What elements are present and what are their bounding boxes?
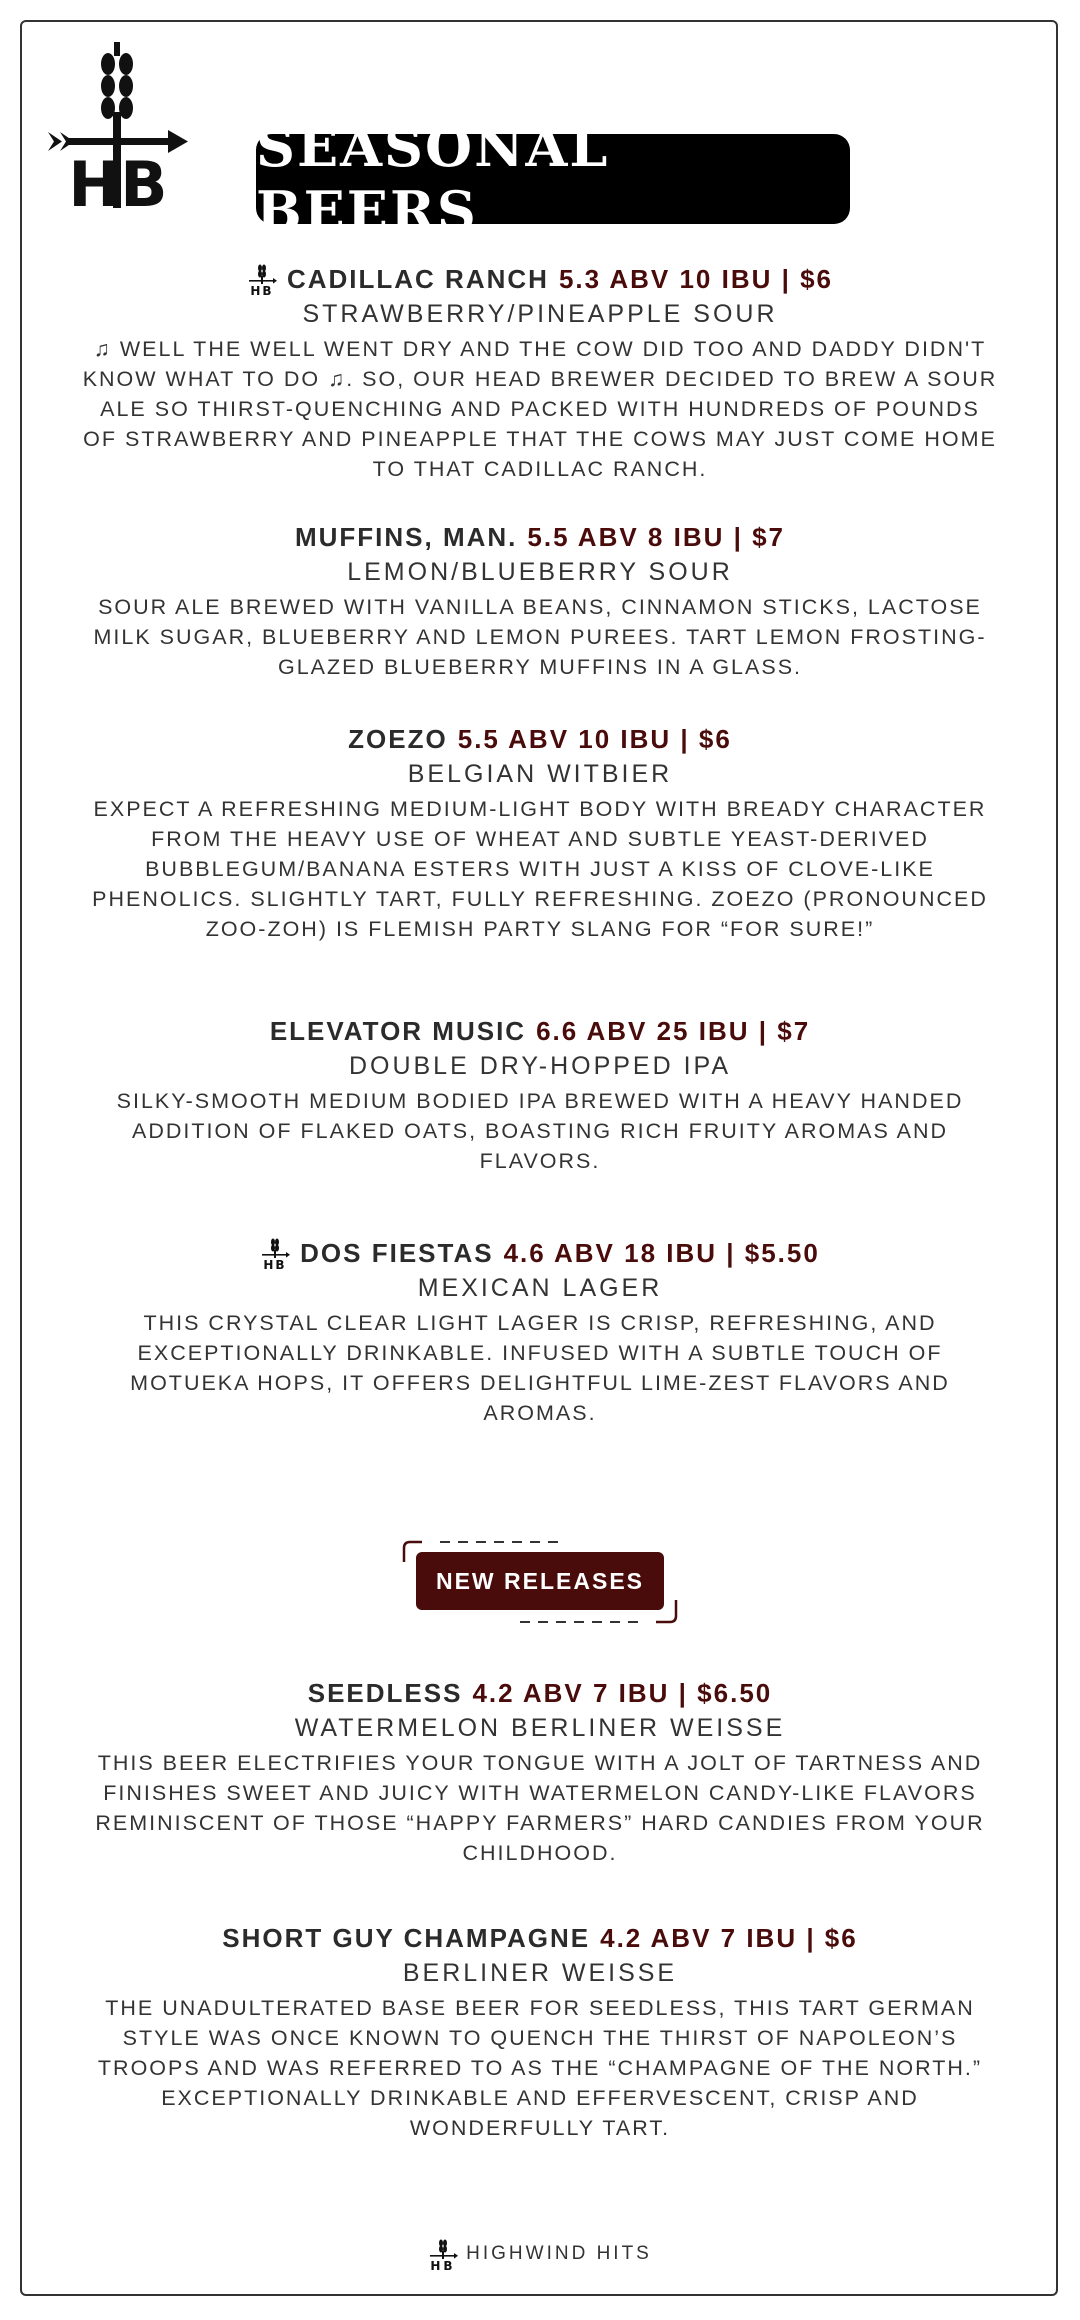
footer-text: HIGHWIND HITS [466,2243,652,2264]
beer-description: THIS CRYSTAL CLEAR LIGHT LAGER IS CRISP, REFRESHING, AND EXCEPTIONALLY DRINKABLE. INFUSED WITH A SUBTLE TOUCH OF MOTUEKA HOPS, IT OFFERS DELIGHTFUL LIME-ZEST FLAVORS AND AROMAS. [130,1311,950,1425]
hb-logo-icon [260,1236,290,1270]
beer-item [80,1014,1000,1176]
beer-name: ZOEZO [348,723,448,754]
beer-description: ♫ WELL THE WELL WENT DRY AND THE COW DID TOO AND DADDY DIDN'T KNOW WHAT TO DO ♫. SO, OUR HEAD BREWER DECIDED TO BREW A SOUR ALE SO THIRST-QUENCHING AND PACKED WITH HUNDREDS OF POUNDS OF STRAWBERRY AND PINEAPPLE THAT THE COWS MAY JUST COME HOME TO THAT CADILLAC RANCH. [82,337,998,481]
beer-description: SILKY-SMOOTH MEDIUM BODIED IPA BREWED WITH A HEAVY HANDED ADDITION OF FLAKED OATS, BOASTING RICH FRUITY AROMAS AND FLAVORS. [116,1089,964,1173]
beer-item [80,1236,1000,1428]
beer-item [80,520,1000,682]
svg-text:HB: HB [263,1258,287,1270]
beer-name: MUFFINS, MAN. [294,521,518,552]
beer-item [80,1921,1000,2143]
beer-name: SHORT GUY CHAMPAGNE [222,1922,591,1953]
hb-logo-icon [247,262,277,296]
svg-text:HB: HB [68,148,168,212]
beer-stats: 4.2 ABV 7 IBU | $6 [600,1922,858,1953]
beer-name: SEEDLESS [307,1677,463,1708]
beer-style: LEMON/BLUEBERRY SOUR [347,558,733,586]
beer-item [80,1676,1000,1868]
footer [0,2234,1080,2274]
beer-description: THE UNADULTERATED BASE BEER FOR SEEDLESS, THIS TART GERMAN STYLE WAS ONCE KNOWN TO QUENCH THE THIRST OF NAPOLEON’S TROOPS AND WAS REFERRED TO AS THE “CHAMPAGNE OF THE NORTH.” EXCEPTIONALLY DRINKABLE AND EFFERVESCENT, CRISP AND WONDERFULLY TART. [97,1996,983,2140]
new-releases-label: NEW RELEASES [416,1552,664,1610]
beer-description: THIS BEER ELECTRIFIES YOUR TONGUE WITH A JOLT OF TARTNESS AND FINISHES SWEET AND JUICY WITH WATERMELON CANDY-LIKE FLAVORS REMINISCENT OF THOSE “HAPPY FARMERS” HARD CANDIES FROM YOUR CHILDHOOD. [95,1751,985,1865]
beer-style: BERLINER WEISSE [402,1959,678,1987]
beer-item [80,722,1000,944]
svg-text:HB: HB [250,284,274,296]
beer-name: ELEVATOR MUSIC [269,1015,527,1046]
beer-name: CADILLAC RANCH [286,263,549,294]
beer-style: STRAWBERRY/PINEAPPLE SOUR [302,300,778,328]
beer-stats: 5.5 ABV 10 IBU | $6 [457,723,732,754]
highwind-wheat-logo [48,42,188,212]
beer-description: SOUR ALE BREWED WITH VANILLA BEANS, CINNAMON STICKS, LACTOSE MILK SUGAR, BLUEBERRY AND LEMON PUREES. TART LEMON FROSTING-GLAZED BLUEBERRY MUFFINS IN A GLASS. [93,595,987,679]
hb-logo-icon [428,2237,458,2271]
beer-stats: 6.6 ABV 25 IBU | $7 [536,1015,811,1046]
beer-style: DOUBLE DRY-HOPPED IPA [348,1052,732,1080]
beer-style: WATERMELON BERLINER WEISSE [294,1714,786,1742]
beer-item [80,262,1000,484]
beer-stats: 4.6 ABV 18 IBU | $5.50 [503,1237,820,1268]
new-releases-badge [400,1536,680,1636]
svg-text:HB: HB [430,2259,456,2271]
beer-style: MEXICAN LAGER [417,1274,663,1302]
beer-stats: 5.5 ABV 8 IBU | $7 [527,521,786,552]
beer-name: DOS FIESTAS [300,1237,494,1268]
beer-stats: 5.3 ABV 10 IBU | $6 [558,263,834,294]
beer-description: EXPECT A REFRESHING MEDIUM-LIGHT BODY WITH BREADY CHARACTER FROM THE HEAVY USE OF WHEAT AND SUBTLE YEAST-DERIVED BUBBLEGUM/BANANA ESTERS WITH JUST A KISS OF CLOVE-LIKE PHENOLICS. SLIGHTLY TART, FULLY REFRESHING. ZOEZO (PRONOUNCED ZOO-ZOH) IS FLEMISH PARTY SLANG FOR “FOR SURE!” [92,797,988,941]
page-title: SEASONAL BEERS [256,134,850,224]
beer-style: BELGIAN WITBIER [407,760,673,788]
beer-stats: 4.2 ABV 7 IBU | $6.50 [472,1677,773,1708]
